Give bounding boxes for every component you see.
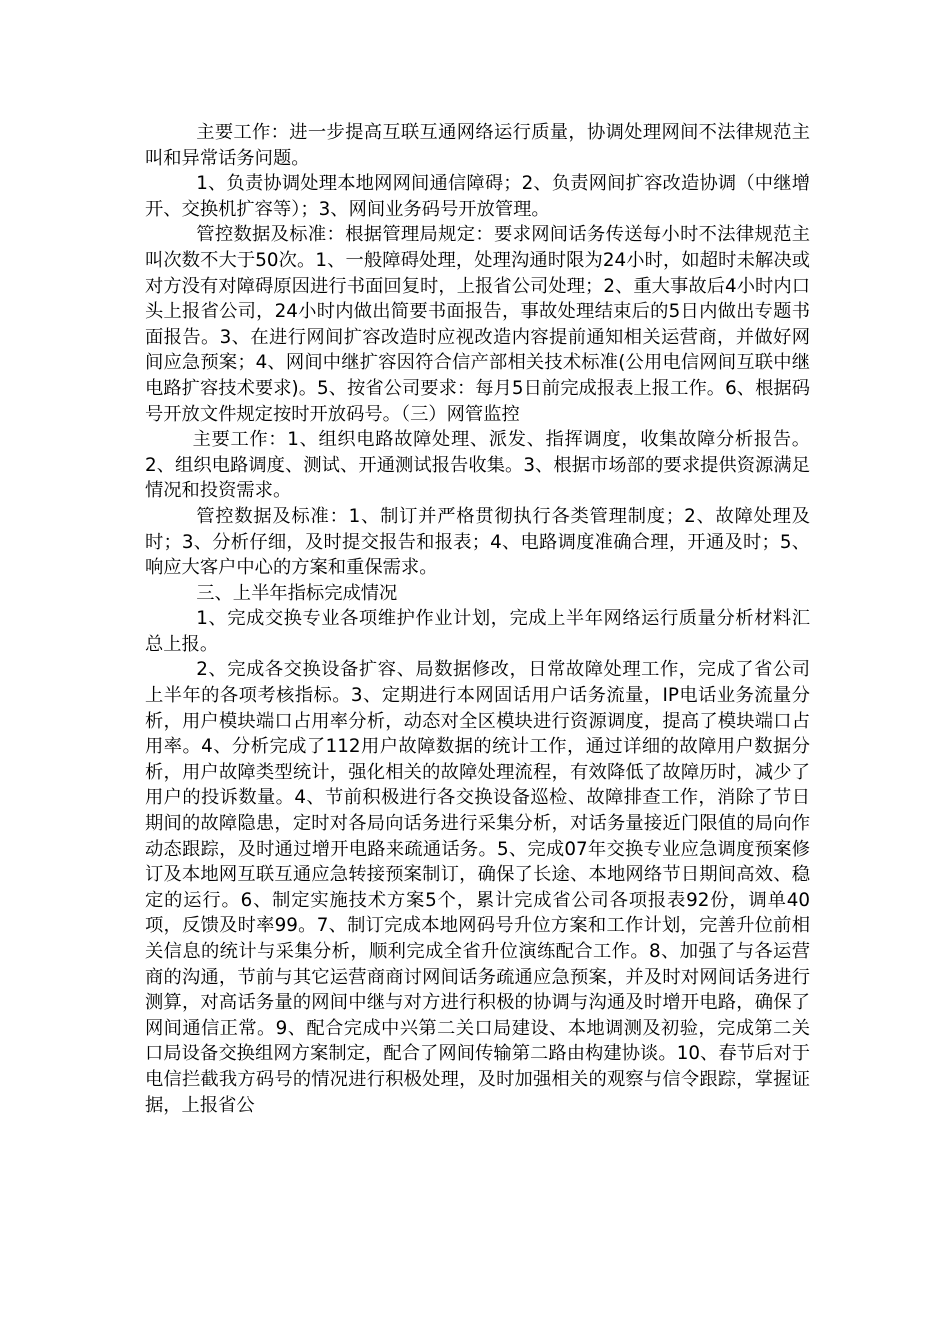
paragraph-network-monitoring-work: 主要工作：1、组织电路故障处理、派发、指挥调度，收集故障分析报告。2、组织电路调度、测试、开通测试报告收集。3、根据市场部的要求提供资源满足情况和投资需求。 <box>145 429 810 502</box>
section-heading-half-year-results: 三、上半年指标完成情况 <box>196 582 398 604</box>
paragraph-duties-list: 1、负责协调处理本地网网间通信障碍；2、负责网间扩容改造协调（中继增开、交换机扩容等）；3、网间业务码号开放管理。 <box>145 173 810 220</box>
document-body <box>145 120 810 1118</box>
paragraph-result-item-2: 2、完成各交换设备扩容、局数据修改，日常故障处理工作，完成了省公司上半年的各项考核指标。3、定期进行本网固话用户话务流量，IP电话业务流量分析，用户模块端口占用率分析，动态对全区模块进行资源调度，提高了模块端口占用率。4、分析完成了112用户故障数据的统计工作，通过详细的故障用户数据分析，用户故障类型统计，强化相关的故障处理流程，有效降低了故障历时，减少了用户的投诉数量。4、节前积极进行各交换设备巡检、故障排查工作，消除了节日期间的故障隐患，定时对各局向话务进行采集分析，对话务量接近门限值的局向作动态跟踪，及时通过增开电路来疏通话务。5、完成07年交换专业应急调度预案修订及本地网互联互通应急转接预案制订，确保了长途、本地网络节日期间高效、稳定的运行。6、制定实施技术方案5个，累计完成省公司各项报表92份，调单40项，反馈及时率99。7、制订完成本地网码号升位方案和工作计划，完善升位前相关信息的统计与采集分析，顺利完成全省升位演练配合工作。8、加强了与各运营商的沟通，节前与其它运营商商讨网间话务疏通应急预案，并及时对网间话务进行测算，对高话务量的网间中继与对方进行积极的协调与沟通及时增开电路，确保了网间通信正常。9、配合完成中兴第二关口局建设、本地调测及初验，完成第二关口局设备交换组网方案制定，配合了网间传输第二路由构建协谈。10、春节后对于电信拦截我方码号的情况进行积极处理，及时加强相关的观察与信令跟踪，掌握证据，上报省公 <box>145 659 810 1116</box>
paragraph-control-standards: 管控数据及标准：根据管理局规定：要求网间话务传送每小时不法律规范主叫次数不大于50次。1、一般障碍处理，处理沟通时限为24小时，如超时未解决或对方没有对障碍原因进行书面回复时，上报省公司处理；2、重大事故后4小时内口头上报省公司，24小时内做出简要书面报告，事故处理结束后的5日内做出专题书面报告。3、在进行网间扩容改造时应视改造内容提前通知相关运营商，并做好网间应急预案；4、网间中继扩容因符合信产部相关技术标准(公用电信网间互联中继电路扩容技术要求)。5、按省公司要求：每月5日前完成报表上报工作。6、根据码号开放文件规定按时开放码号。（三）网管监控 <box>145 224 810 425</box>
paragraph-monitoring-standards: 管控数据及标准：1、制订并严格贯彻执行各类管理制度；2、故障处理及时；3、分析仔细，及时提交报告和报表；4、电路调度准确合理，开通及时；5、响应大客户中心的方案和重保需求。 <box>145 505 810 579</box>
paragraph-result-item-1: 1、完成交换专业各项维护作业计划，完成上半年网络运行质量分析材料汇总上报。 <box>145 608 810 655</box>
paragraph-main-work-interconnect: 主要工作：进一步提高互联互通网络运行质量，协调处理网间不法律规范主叫和异常话务问题。 <box>145 122 810 169</box>
